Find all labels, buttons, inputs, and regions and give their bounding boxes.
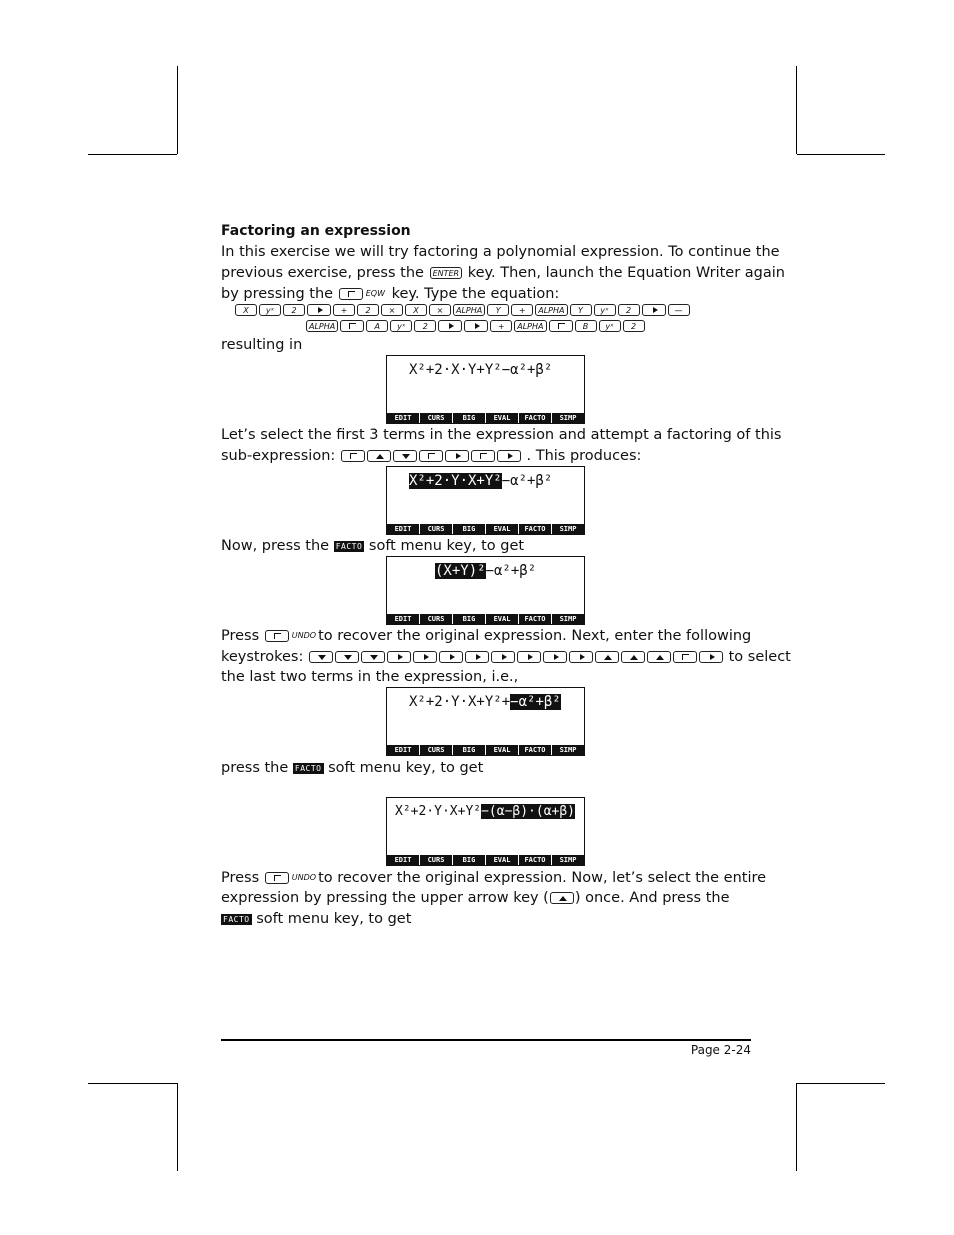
down-arrow-key-icon [309, 651, 333, 663]
soft-key-edit: EDIT [387, 413, 419, 423]
paragraph-line: previous exercise, press the ENTER key. Then, launch the Equation Writer again [221, 265, 785, 281]
calculator-screen [386, 687, 585, 756]
right-arrow-key-icon [497, 450, 521, 462]
screen-expression: X²+2·X·Y+Y²−α²+β² [409, 362, 553, 378]
soft-menu [387, 614, 584, 624]
facto-softkey-icon: FACTO [294, 763, 322, 773]
x-key-icon: X [235, 304, 257, 316]
right-shift-key-icon [265, 630, 289, 642]
soft-key-edit: EDIT [387, 745, 419, 755]
footer-rule [221, 1039, 751, 1041]
y-key-icon: Y [487, 304, 509, 316]
soft-key-edit: EDIT [387, 524, 419, 534]
alpha-key-icon: ALPHA [453, 304, 485, 316]
right-arrow-key-icon [543, 651, 567, 663]
right-arrow-key-icon [387, 651, 411, 663]
crop-mark [88, 154, 177, 155]
soft-key-curs: CURS [420, 745, 452, 755]
crop-mark [797, 154, 885, 155]
soft-key-simp: SIMP [552, 745, 584, 755]
facto-softkey-icon: FACTO [223, 914, 250, 924]
down-arrow-key-icon [361, 651, 385, 663]
soft-key-simp: SIMP [552, 614, 584, 624]
soft-key-curs: CURS [420, 855, 452, 865]
soft-key-big: BIG [453, 524, 485, 534]
two-key-icon: 2 [283, 304, 305, 316]
crop-mark [797, 1083, 885, 1084]
paragraph-line: the last two terms in the expression, i.e., [221, 669, 519, 685]
soft-key-facto: FACTO [519, 855, 551, 865]
up-arrow-key-icon [367, 450, 391, 462]
right-arrow-key-icon [438, 320, 462, 332]
soft-menu [387, 524, 584, 534]
plus-key-icon: + [333, 304, 355, 316]
right-arrow-key-icon [464, 320, 488, 332]
power-key-icon: yˣ [390, 320, 412, 332]
right-arrow-key-icon [569, 651, 593, 663]
soft-key-eval: EVAL [486, 855, 518, 865]
up-arrow-key-icon [621, 651, 645, 663]
crop-mark [88, 1083, 177, 1084]
right-arrow-key-icon [642, 304, 666, 316]
two-key-icon: 2 [618, 304, 640, 316]
paragraph-line: sub-expression: . This produces: [221, 448, 642, 464]
soft-key-curs: CURS [420, 413, 452, 423]
plus-key-icon: + [511, 304, 533, 316]
right-shift-key-icon [673, 651, 697, 663]
power-key-icon: yˣ [599, 320, 621, 332]
alpha-key-icon: ALPHA [514, 320, 546, 332]
right-shift-key-icon [341, 450, 365, 462]
paragraph-line: Press UNDO to recover the original expression. Next, enter the following [221, 628, 752, 644]
right-shift-key-icon [265, 872, 289, 884]
paragraph-line: FACTO soft menu key, to get [223, 911, 412, 927]
soft-menu [387, 745, 584, 755]
paragraph-line: resulting in [221, 337, 303, 353]
soft-key-big: BIG [453, 614, 485, 624]
soft-key-big: BIG [453, 413, 485, 423]
paragraph-line: press the FACTO soft menu key, to get [221, 760, 484, 776]
soft-key-edit: EDIT [387, 855, 419, 865]
alpha-key-icon: ALPHA [535, 304, 567, 316]
up-arrow-key-icon [647, 651, 671, 663]
right-arrow-key-icon [439, 651, 463, 663]
right-arrow-key-icon [465, 651, 489, 663]
soft-key-curs: CURS [420, 524, 452, 534]
soft-key-eval: EVAL [486, 745, 518, 755]
y-key-icon: Y [570, 304, 592, 316]
soft-key-facto: FACTO [519, 413, 551, 423]
up-arrow-key-icon [550, 892, 574, 904]
right-shift-key-icon [340, 320, 364, 332]
soft-key-simp: SIMP [552, 855, 584, 865]
calculator-screen [386, 466, 585, 535]
page-number: Page 2-24 [690, 1043, 751, 1057]
paragraph-line: In this exercise we will try factoring a polynomial expression. To continue the [221, 244, 780, 260]
crop-mark [177, 66, 178, 154]
facto-softkey-icon: FACTO [335, 541, 363, 551]
soft-key-simp: SIMP [552, 524, 584, 534]
soft-menu [387, 855, 584, 865]
crop-mark [796, 66, 797, 154]
two-key-icon: 2 [357, 304, 379, 316]
a-key-icon: A [366, 320, 388, 332]
right-arrow-key-icon [491, 651, 515, 663]
screen-expression: X²+2·Y·X+Y²−(α−β)·(α+β) [395, 804, 576, 819]
paragraph-line: Now, press the FACTO soft menu key, to get [221, 538, 525, 554]
calculator-screen [386, 556, 585, 625]
screen-expression: X²+2·Y·X+Y²+−α²+β² [409, 694, 561, 710]
calculator-screen [386, 797, 585, 866]
right-shift-key-icon [471, 450, 495, 462]
soft-key-eval: EVAL [486, 614, 518, 624]
soft-key-simp: SIMP [552, 413, 584, 423]
down-arrow-key-icon [393, 450, 417, 462]
paragraph-line: keystrokes: to select [221, 649, 791, 665]
right-arrow-key-icon [307, 304, 331, 316]
soft-key-facto: FACTO [519, 614, 551, 624]
right-shift-key-icon [339, 288, 363, 300]
b-key-icon: B [575, 320, 597, 332]
paragraph-line: Let’s select the first 3 terms in the expression and attempt a factoring of this [221, 427, 782, 443]
x-key-icon: X [405, 304, 427, 316]
screen-expression: (X+Y)²−α²+β² [435, 563, 537, 579]
alpha-key-icon: ALPHA [306, 320, 338, 332]
two-key-icon: 2 [414, 320, 436, 332]
paragraph-line: Press UNDO to recover the original expression. Now, let’s select the entire [221, 870, 767, 886]
section-heading: Factoring an expression [221, 223, 411, 239]
up-arrow-key-icon [595, 651, 619, 663]
right-arrow-key-icon [517, 651, 541, 663]
screen-expression: X²+2·Y·X+Y²−α²+β² [409, 473, 553, 489]
power-key-icon: yˣ [594, 304, 616, 316]
crop-mark [177, 1083, 178, 1171]
soft-key-curs: CURS [420, 614, 452, 624]
soft-menu [387, 413, 584, 423]
two-key-icon: 2 [623, 320, 645, 332]
minus-key-icon: — [668, 304, 690, 316]
times-key-icon: × [429, 304, 451, 316]
crop-mark [796, 1083, 797, 1171]
power-key-icon: yˣ [259, 304, 281, 316]
paragraph-line: by pressing the EQW key. Type the equation: [221, 286, 560, 302]
soft-key-eval: EVAL [486, 413, 518, 423]
soft-key-edit: EDIT [387, 614, 419, 624]
soft-key-facto: FACTO [519, 745, 551, 755]
soft-key-eval: EVAL [486, 524, 518, 534]
right-arrow-key-icon [445, 450, 469, 462]
keystroke-sequence [305, 317, 646, 337]
soft-key-big: BIG [453, 855, 485, 865]
paragraph-line: expression by pressing the upper arrow key ( ) once. And press the [221, 890, 730, 906]
calculator-screen [386, 355, 585, 424]
down-arrow-key-icon [335, 651, 359, 663]
times-key-icon: × [381, 304, 403, 316]
right-shift-key-icon [419, 450, 443, 462]
soft-key-facto: FACTO [519, 524, 551, 534]
enter-key-icon: ENTER [430, 267, 463, 279]
soft-key-big: BIG [453, 745, 485, 755]
right-arrow-key-icon [699, 651, 723, 663]
right-shift-key-icon [549, 320, 573, 332]
right-arrow-key-icon [413, 651, 437, 663]
plus-key-icon: + [490, 320, 512, 332]
